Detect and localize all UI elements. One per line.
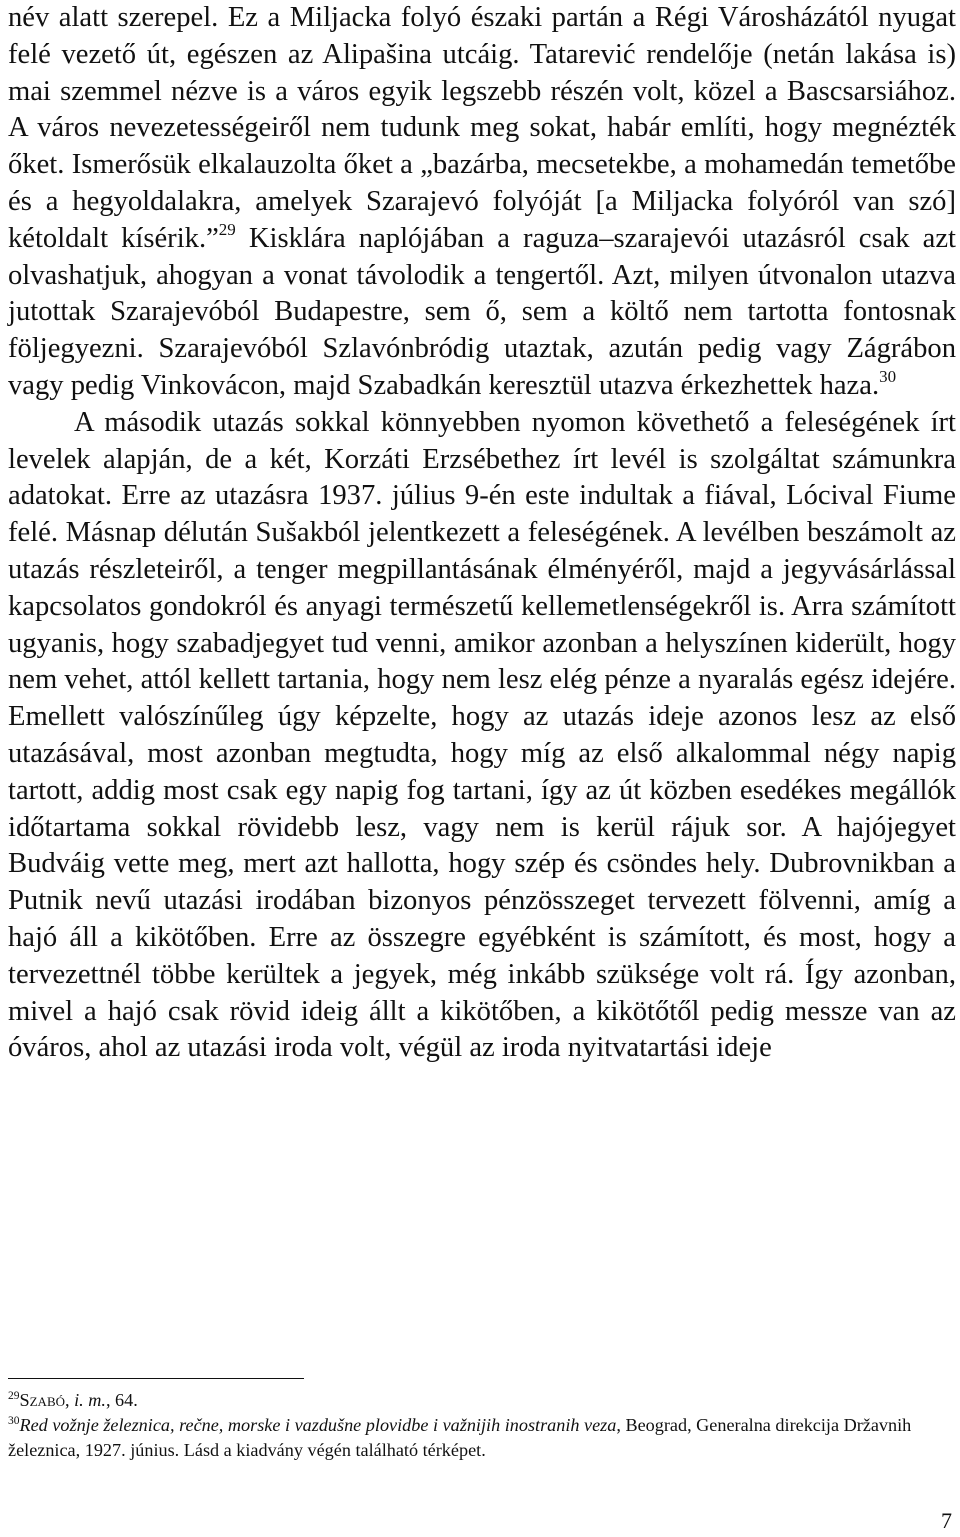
footnote-29 xyxy=(8,1388,953,1413)
footnote-29-im: i. m. xyxy=(74,1390,106,1410)
footnote-ref-30[interactable]: 30 xyxy=(879,366,897,386)
footnote-29-number: 29 xyxy=(8,1390,20,1402)
paragraph-2: A második utazás sokkal könnyebben nyomon követhető a feleségének írt levelek alapján, de a két, Korzáti Erzsébethez írt levél is szolgáltat számunkra adatokat. Erre az utazásra 1937. július 9-én este indultak a fiával, Lócival Fiume felé. Másnap délután Sušakból jelentkezett a feleségének. A levélben beszámolt az utazás részleteiről, a tenger megpillantásának élményéről, majd a jegyvásárlással kapcsolatos gondokról és anyagi természetű kellemetlenségekről is. Arra számított ugyanis, hogy szabadjegyet tud venni, amikor azonban a helyszínen kiderült, hogy nem vehet, attól kellett tartania, hogy nem lesz elég pénze a nyaralás egész idejére. Emellett valószínűleg úgy képzelte, hogy az utazás ideje azonos lesz az első utazásával, most azonban megtudta, hogy míg az első alkalommal négy napig tartott, addig most csak egy napig fog tartani, így az út közben esedékes megállók időtartama sokkal rövidebb lesz, vagy nem is kerül rájuk sor. A hajójegyet Budváig vette meg, mert azt hallotta, hogy szép és csöndes hely. Dubrovnikban a Putnik nevű utazási irodában bizonyos pénzösszeget tervezett fölvenni, amíg a hajó áll a kikötőben. Erre az összegre egyébként is számított, és most, hogy a tervezettnél többe kerültek a jegyek, még inkább szüksége volt rá. Így azonban, mivel a hajó csak rövid ideig állt a kikötőben, a kikötőtől pedig messze van az óváros, ahol az utazási iroda volt, végül az iroda nyitvatartási ideje xyxy=(8,406,956,1064)
footnote-30-number: 30 xyxy=(8,1415,20,1427)
footnote-30-rest: , Beograd, Generalna direkcija Državnih železnica, 1927. június. Lásd a kiadvány végén található térképet. xyxy=(8,1415,912,1460)
page-number: 7 xyxy=(941,1508,952,1533)
footnote-30 xyxy=(8,1413,953,1463)
footnote-29-page: , 64. xyxy=(105,1390,138,1410)
footnotes xyxy=(8,1388,953,1463)
footnote-30-title: Red vožnje železnica, rečne, morske i vazdušne plovidbe i važnijih inostranih veza xyxy=(19,1415,617,1435)
footnote-separator xyxy=(8,1378,304,1379)
footnote-ref-29[interactable]: 29 xyxy=(218,219,236,239)
paragraph-1-text-b: Kisklára naplójában a raguza–szarajevói utazásról csak azt olvashatjuk, ahogyan a vonat távolodik a tengertől. Azt, milyen útvonalon utazva jutottak Szarajevóból Budapestre, sem ő, sem a költő nem tartotta fontosnak följegyezni. Szarajevóból Szlavónbródig utaztak, azután pedig vagy Zágrábon vagy pedig Vinkovácon, majd Szabadkán keresztül utazva érkezhettek haza. xyxy=(8,222,956,401)
footnote-29-author: Szabó xyxy=(19,1390,66,1410)
page-body xyxy=(8,0,956,1067)
paragraph-1-text-a: név alatt szerepel. Ez a Miljacka folyó északi partán a Régi Városházától nyugat felé vezető út, egészen az Alipašina utcáig. Tatarević rendelője (netán lakása is) mai szemmel nézve is a város egyik legszebb részén volt, közel a Bascsarsiához. A város nevezetességeiről nem tudunk meg sokat, habár említi, hogy megnézték őket. Ismerősük elkalauzolta őket a „bazárba, mecsetekbe, a mohamedán temetőbe és a hegyoldalakra, amelyek Szarajevó folyóját [a Miljacka folyóról van szó] kétoldalt kísérik.” xyxy=(8,2,956,254)
paragraph-1 xyxy=(8,0,956,405)
footnote-29-comma: , xyxy=(65,1390,75,1410)
